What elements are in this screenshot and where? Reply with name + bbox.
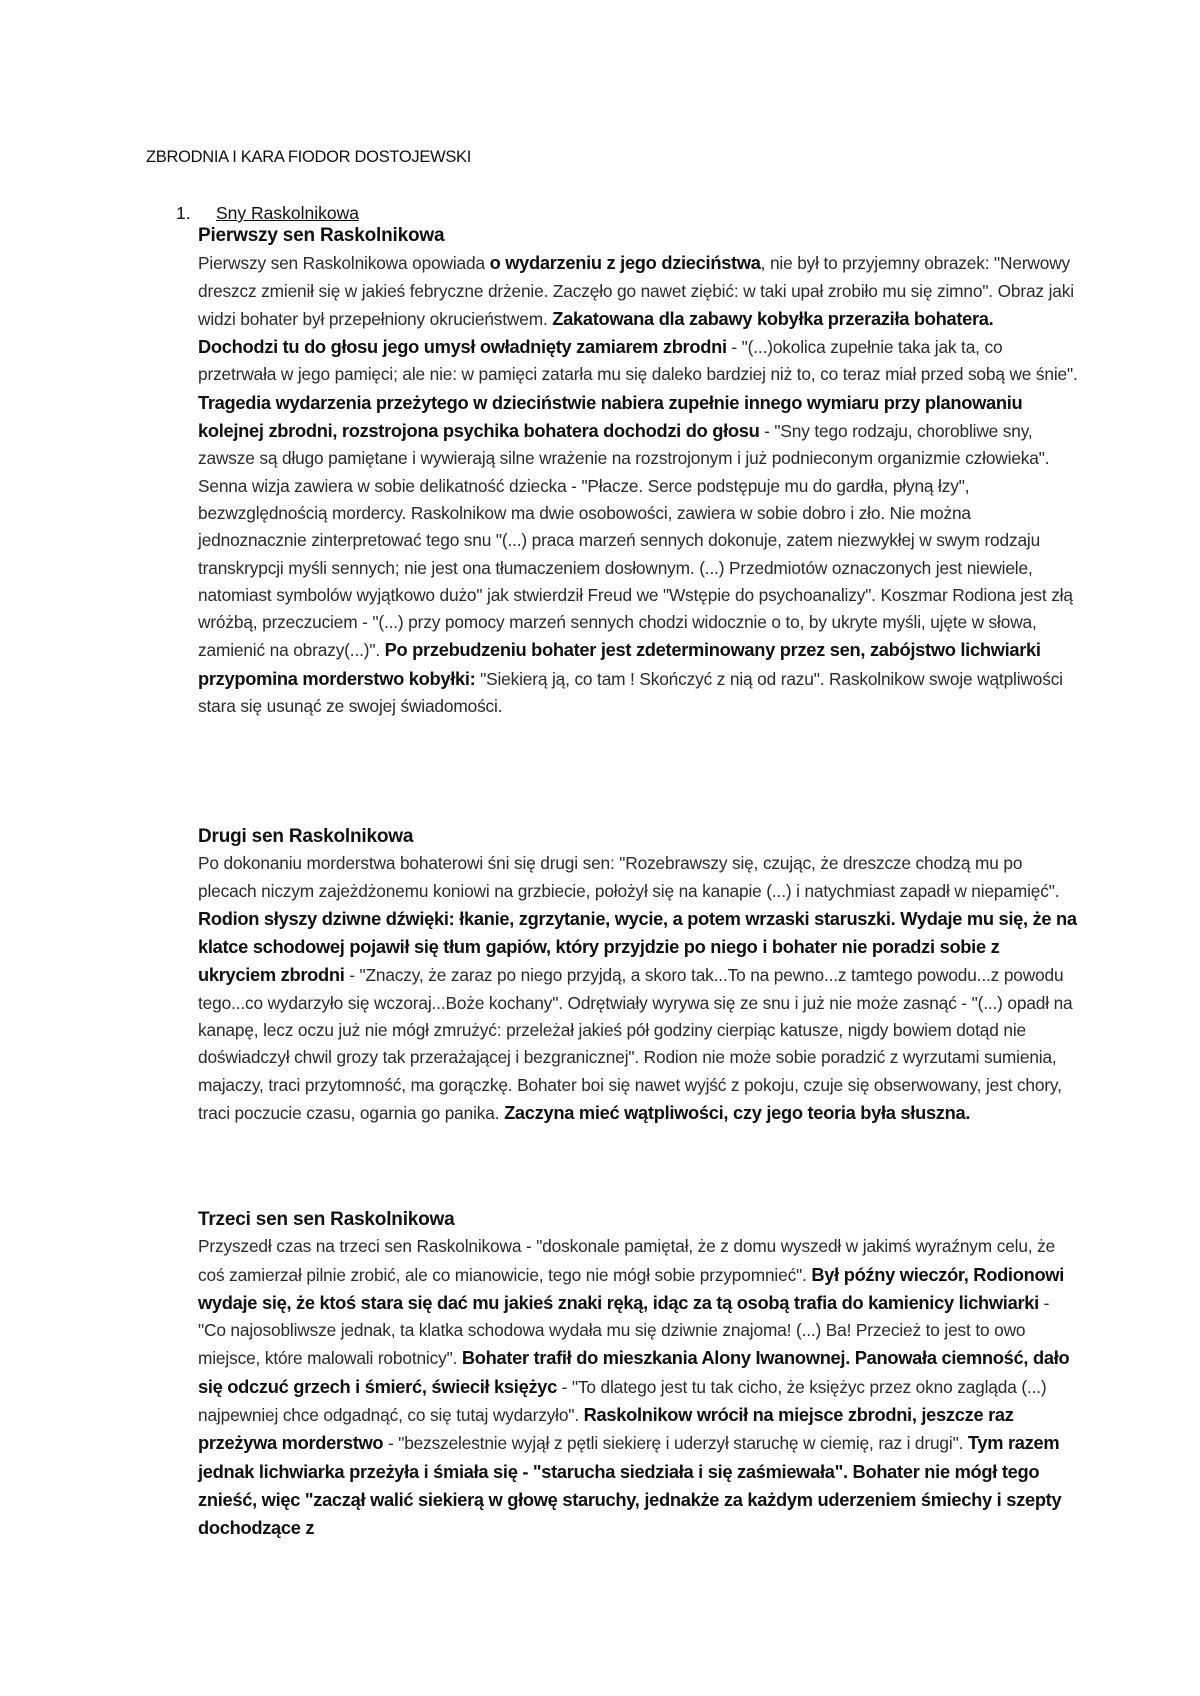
section-heading: Trzeci sen sen Raskolnikowa <box>198 1209 455 1230</box>
text-run: , nie był to przyjemny obrazek: "Nerwowy dreszcz zmienił się w jakieś febryczne drżenie. Zaczęło go nawet ziębić: w taki upał zrobiło mu się zimno". Obraz jaki widzi bohater był przepełniony okrucieństwem. <box>198 253 1074 329</box>
bold-text-run: Po przebudzeniu bohater jest zdeterminowany przez sen, zabójstwo lichwiarki przypomina morderstwo kobyłki: <box>198 639 1041 689</box>
list-item-label: Sny Raskolnikowa <box>216 203 359 223</box>
section-body <box>198 850 1078 1127</box>
bold-text-run: Tragedia wydarzenia przeżytego w dzieciństwie nabiera zupełnie innego wymiaru przy planowaniu kolejnej zbrodni, rozstrojona psychika bohatera dochodzi do głosu <box>198 391 1023 442</box>
section-heading: Pierwszy sen Raskolnikowa <box>198 225 445 246</box>
text-run: Po dokonaniu morderstwa bohaterowi śni się drugi sen: "Rozebrawszy się, czując, że dreszcze chodzą mu po plecach niczym zajeżdżonemu koniowi na grzbiecie, położył się na kanapie (...) i natychmiast zapadł w niepamięć". <box>198 853 1060 901</box>
text-run: - "bezszelestnie wyjął z pętli siekierę i uderzył staruchę w ciemię, raz i drugi". <box>383 1433 968 1454</box>
text-run: - "Znaczy, że zaraz po niego przyjdą, a skoro tak...To na pewno...z tamtego powodu...z powodu tego...co wydarzyło się wczoraj...Boże kochany". Odrętwiały wyrywa się ze snu i już nie może zasnąć - "(...) opadł na kanapę, lecz oczu już nie mógł zmrużyć: przeleżał jakieś pół godziny cierpiąc katusze, nigdy bowiem dotąd nie doświadczył chwil grozy tak przerażającej i bezgranicznej". Rodion nie może sobie poradzić z wyrzutami sumienia, majaczy, traci przytomność, ma gorączkę. Bohater boi się nawet wyjść z pokoju, czuje się obserwowany, jest chory, traci poczucie czasu, ogarnia go panika. <box>198 965 1073 1123</box>
bold-text-run: Zaczyna mieć wątpliwości, czy jego teoria była słuszna. <box>504 1101 971 1123</box>
bold-text-run: Zakatowana dla zabawy kobyłka przeraziła bohatera. Dochodzi tu do głosu jego umysł owładnięty zamiarem zbrodni <box>198 307 994 358</box>
text-run: "Siekierą ją, co tam ! Skończyć z nią od razu". Raskolnikow swoje wątpliwości stara się usunąć ze swojej świadomości. <box>198 668 1063 717</box>
list-item-number: 1. <box>176 203 191 223</box>
section-heading: Drugi sen Raskolnikowa <box>198 826 414 847</box>
section-first-dream <box>198 222 1078 720</box>
bold-text-run: Tym razem jednak lichwiarka przeżyła i śmiała się - "starucha siedziała i się zaśmiewała". Bohater nie mógł tego znieść, więc "zaczął walić siekierą w głowę staruchy, jednakże za każdym uderzeniem śmiechy i szepty dochodzące z <box>198 1432 1062 1539</box>
bold-text-run: Był późny wieczór, Rodionowi wydaje się, że ktoś stara się dać mu jakieś znaki ręką, idąc za tą osobą trafia do kamienicy lichwiarki <box>198 1263 1065 1313</box>
section-third-dream <box>198 1206 1078 1543</box>
section-body <box>198 1233 1078 1542</box>
bold-text-run: Rodion słyszy dziwne dźwięki: łkanie, zgrzytanie, wycie, a potem wrzaski staruszki. Wydaje mu się, że na klatce schodowej pojawił się tłum gapiów, który przyjdzie po niego i bohater nie poradzi sobie z ukryciem zbrodni <box>198 907 1077 986</box>
text-run: - "Sny tego rodzaju, chorobliwe sny, zawsze są długo pamiętane i wywierają silne wrażenie na rozstrojonym i już podnieconym organizmie człowieka". Senna wizja zawiera w sobie delikatność dziecka - "Płacze. Serce podstępuje mu do gardła, płyną łzy", bezwzględnością mordercy. Raskolnikow ma dwie osobowości, zawiera w sobie dobro i zło. Nie można jednoznacznie zinterpretować tego snu "(...) praca marzeń sennych dokonuje, zatem niezwykłej w swym rodzaju transkrypcji myśli sennych; nie jest ona tłumaczeniem dosłownym. (...) Przedmiotów oznaczonych jest niewiele, natomiast symbolów wyjątkowo dużo" jak stwierdził Freud we "Wstępie do psychoanalizy". Koszmar Rodiona jest złą wróżbą, przeczuciem - "(...) przy pomocy marzeń sennych chodzi widocznie o to, by ukryte myśli, ujęte w słowa, zamienić na obrazy(...)". <box>198 421 1073 661</box>
bold-text-run: o wydarzeniu z jego dzieciństwa <box>489 252 761 274</box>
section-body <box>198 249 1078 720</box>
text-run: Pierwszy sen Raskolnikowa opowiada <box>198 253 490 274</box>
text-run: Przyszedł czas na trzeci sen Raskolnikowa - "doskonale pamiętał, że z domu wyszedł w jakimś wyraźnym celu, że coś zamierzał pilnie zrobić, ale co mianowicie, tego nie mógł sobie przypomnieć". <box>198 1236 1056 1285</box>
bold-text-run: Raskolnikow wrócił na miejsce zbrodni, jeszcze raz przeżywa morderstwo <box>198 1404 1014 1454</box>
text-run: - "Co najosobliwsze jednak, ta klatka schodowa wydała mu się dziwnie znajoma! (...) Ba! Przecież to jest to owo miejsce, które malowali robotnicy". <box>198 1292 1050 1369</box>
text-run: - "To dlatego jest tu tak cicho, że księżyc przez okno zagląda (...) najpewniej chce odgadnąć, co się tutaj wydarzyło". <box>198 1376 1047 1426</box>
text-run: - "(...)okolica zupełnie taka jak ta, co przetrwała w jego pamięci; ale nie: w pamięci zatarła mu się daleko bardziej niż to, co teraz miał przed sobą we śnie". <box>198 337 1078 385</box>
section-second-dream <box>198 823 1078 1127</box>
bold-text-run: Bohater trafił do mieszkania Alony Iwanownej. Panowała ciemność, dało się odczuć grzech i śmierć, świecił księżyc <box>198 1347 1070 1397</box>
document-title: ZBRODNIA I KARA FIODOR DOSTOJEWSKI <box>146 148 472 166</box>
